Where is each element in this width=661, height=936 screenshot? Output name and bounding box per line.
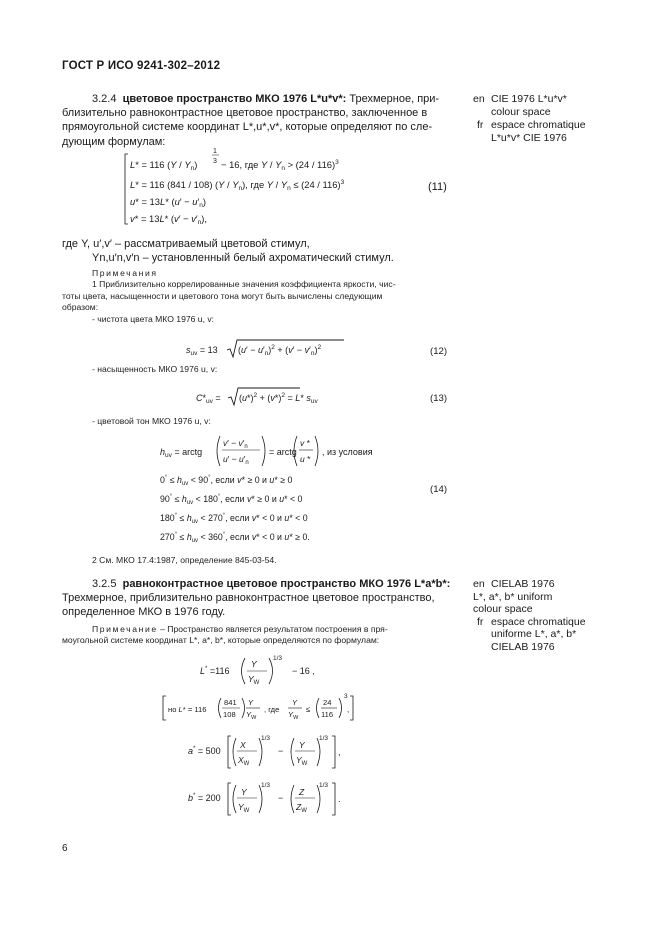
cielab-l2-frac3-den: $Y_W$: [288, 710, 299, 721]
cielab-a-end: ,: [338, 747, 341, 757]
formula-14-case-2: $90^\circ \le h_{uv} < 180^\circ$, если v* ≥ 0 и u* < 0: [160, 494, 303, 506]
formula-14-case-4: $270^\circ \le h_{uv} < 360^\circ$, если v* < 0 и u* ≥ 0.: [160, 532, 310, 544]
lang-tag-en: en: [473, 93, 485, 105]
formula-12-lhs: $s_{uv} = 13$: [186, 345, 218, 357]
formula-11-line-1b: − 16, где $Y / Y_n > (24 / 116)^3$: [221, 159, 339, 172]
side-fr-2-line2: uniforme L*, a*, b*: [491, 628, 577, 641]
section-3-2-5: [62, 577, 454, 620]
cielab-b-exp1: 1/3: [261, 782, 271, 789]
note-text: – Пространство является результатом построения в пря-: [157, 624, 388, 634]
notes-label: Примечания: [92, 268, 158, 278]
equation-number-11: (11): [428, 181, 447, 193]
side-equivalents-3-2-5: [473, 578, 633, 654]
formula-13-rhs: $(u*)^2 + (v*)^2 = L*$ $s_{uv}$: [239, 392, 318, 405]
side-en-1-line1: CIE 1976 L*u*v*: [491, 93, 567, 105]
side-en-1: [473, 93, 633, 106]
definition-text: прямоугольной системе координат L*,u*,v*, которые определяют по сле-: [62, 121, 433, 134]
cielab-b-frac1-den: $Y_W$: [238, 802, 250, 814]
cielab-a-frac1-den: $X_W$: [238, 755, 250, 767]
side-equivalents-3-2-4: [473, 93, 633, 144]
cielab-a-exp2: 1/3: [319, 735, 329, 742]
page-number: 6: [62, 843, 68, 854]
formula-12-rhs: $(u' - u'_n)^2 + (v' - v'_n)^2$: [238, 344, 322, 357]
side-en-2-line1: CIELAB 1976: [491, 578, 555, 590]
cielab-l2-frac3-num: Y: [292, 698, 298, 707]
note-3-2-5-line2: моугольной системе координат L*, a*, b*, которые определяются по формулам:: [62, 635, 380, 646]
side-en-2-line3: colour space: [473, 603, 533, 616]
exponent-1-3: 1: [213, 148, 217, 155]
definition-text: дующим формулам:: [62, 135, 166, 148]
formula-14-condition-label: , из условия: [322, 447, 373, 457]
side-en-2: [473, 578, 633, 591]
cielab-b-lhs: b* = 200: [188, 793, 221, 803]
formula-14-case-3: $180^\circ \le h_{uv} < 270^\circ$, если v* < 0 и u* < 0: [160, 513, 308, 525]
document-header: ГОСТ Р ИСО 9241-302–2012: [62, 60, 221, 72]
side-en-2-line2: L*, a*, b* uniform: [473, 590, 553, 603]
cielab-a-lhs: a* = 500: [188, 746, 221, 756]
section-3-2-4-line1: [62, 92, 454, 106]
cielab-l2-lhs: но L* = 116: [168, 705, 207, 714]
equation-number-12: (12): [430, 346, 448, 357]
note-label: Примечание: [92, 624, 158, 634]
note-3-2-5-line1: [62, 624, 454, 635]
note-1-line-1: 1 Приблизительно коррелированные значения коэффициента яркости, чис-: [92, 279, 396, 290]
cielab-b-frac2-num: Z: [299, 787, 305, 797]
cielab-l2-end: ,: [347, 705, 350, 714]
cielab-formulas: [160, 652, 410, 822]
formula-14-frac1-num: $v' - v'_n$: [223, 438, 248, 450]
formula-11-line-1: L* = 116 $(Y / Y_n)$: [130, 159, 198, 172]
cielab-l2-frac2-den: $Y_W$: [246, 710, 257, 721]
lang-tag-fr: fr: [477, 615, 484, 628]
where-line-1: где Y, u′,v′ – рассматриваемый цветовой стимул,: [62, 238, 310, 250]
cielab-a-frac2-den: $Y_W$: [296, 755, 308, 767]
formula-11-line-4: v* = 13L* $(v' - v'_n)$,: [130, 213, 207, 226]
formula-14-frac1-den: $u' - u'_n$: [223, 454, 249, 466]
definition-text: близительно равноконтрастное цветовое пространство, заключенное в: [62, 107, 428, 120]
formula-14-lhs: $h_{uv}$ = arctg: [160, 447, 203, 459]
purity-label: - чистота цвета МКО 1976 u, v:: [92, 313, 215, 324]
cielab-b-minus: −: [278, 793, 284, 803]
cielab-l-den: $Y_W$: [248, 674, 260, 686]
side-fr-1-line1: espace chromatique: [491, 119, 586, 132]
formula-14-frac2-den: u *: [300, 454, 311, 464]
cielab-b-frac1-num: Y: [241, 787, 247, 797]
formula-11-line-3: u* = 13L* $(u' - u'_n)$: [130, 196, 206, 209]
definition-text: Трехмерное, при-: [349, 93, 440, 105]
term-heading: цветовое пространство МКО 1976 L*u*v*:: [122, 93, 347, 105]
definition-text: определенное МКО в 1976 году.: [62, 606, 226, 619]
cielab-a-exp1: 1/3: [261, 735, 271, 742]
cielab-l2-frac1-num: 841: [224, 698, 237, 707]
cielab-l-lhs: L* =116: [200, 666, 230, 676]
cielab-l2-frac4-den: 116: [321, 710, 334, 719]
formula-12: [180, 338, 380, 360]
cielab-b-exp2: 1/3: [319, 782, 329, 789]
where-line-2: Yn,u′n,v′n – установленный белый ахроматический стимул.: [92, 252, 394, 265]
hue-label: - цветовой тон МКО 1976 u, v:: [92, 416, 211, 426]
note-1-line-2: тоты цвета, насыщенности и цветового тона могут быть вычислены следующим: [62, 290, 383, 301]
cielab-b-frac2-den: $Z_W$: [296, 802, 307, 814]
note-2: 2 См. МКО 17.4:1987, определение 845-03-54.: [92, 555, 277, 565]
formula-14-case-1: $0^\circ \le h_{uv} < 90^\circ$, если v* ≥ 0 и u* ≥ 0: [160, 475, 293, 487]
cielab-l-rhs: − 16 ,: [292, 666, 315, 676]
formula-14: [156, 432, 386, 548]
side-fr-2-line3: CIELAB 1976: [491, 640, 555, 653]
side-en-1-line2: colour space: [491, 105, 551, 118]
cielab-a-minus: −: [278, 746, 284, 756]
cielab-l2-frac4-num: 24: [323, 698, 332, 707]
section-3-2-5-line1: [62, 577, 454, 591]
side-fr-2: [473, 616, 633, 629]
cielab-l2-where: , где: [264, 705, 280, 714]
section-3-2-4: [62, 92, 454, 149]
cielab-l2-leq: ≤: [306, 705, 311, 714]
cielab-l2-frac1-den: 108: [223, 710, 236, 719]
definition-text: Трехмерное, приблизительно равноконтрастное цветовое пространство,: [62, 592, 435, 605]
section-number: 3.2.4: [92, 93, 117, 105]
cielab-a-frac2-num: Y: [299, 740, 305, 750]
formula-14-mid: = arctg: [269, 447, 297, 457]
term-heading: равноконтрастное цветовое пространство МКО 1976 L*a*b*:: [122, 578, 451, 590]
formula-13-lhs: $C*_{uv}$ =: [196, 393, 221, 405]
side-fr-1: [473, 119, 633, 132]
cielab-l2-frac2-num: Y: [248, 698, 254, 707]
lang-tag-en: en: [473, 578, 485, 590]
equation-number-13: (13): [430, 393, 448, 404]
cielab-l2-exp: 3: [344, 693, 348, 700]
cielab-a-frac1-num: X: [240, 740, 246, 750]
formula-11: [120, 148, 450, 228]
section-number: 3.2.5: [92, 578, 117, 590]
lang-tag-fr: fr: [477, 119, 484, 132]
where-block: [62, 237, 454, 265]
exponent-1-3: 3: [213, 158, 217, 165]
formula-14-frac2-num: v *: [300, 438, 310, 448]
formula-11-line-2: L* = 116 (841 / 108) $(Y / Y_n)$, где $Y / Y_n \le (24 / 116)^3$: [130, 179, 345, 192]
side-fr-1-line2: L*u*v* CIE 1976: [491, 131, 567, 144]
notes-block: [62, 268, 454, 325]
cielab-b-end: .: [338, 794, 341, 804]
formula-13: [194, 386, 394, 408]
cielab-l-exp: 1/3: [273, 655, 283, 662]
side-fr-2-line1: espace chromatique: [491, 615, 586, 628]
equation-number-14: (14): [430, 484, 448, 495]
cielab-l-num: Y: [251, 659, 257, 669]
note-1-line-3: образом:: [62, 302, 99, 313]
note-3-2-5: [62, 624, 454, 647]
saturation-label: - насыщенность МКО 1976 u, v:: [92, 364, 218, 374]
